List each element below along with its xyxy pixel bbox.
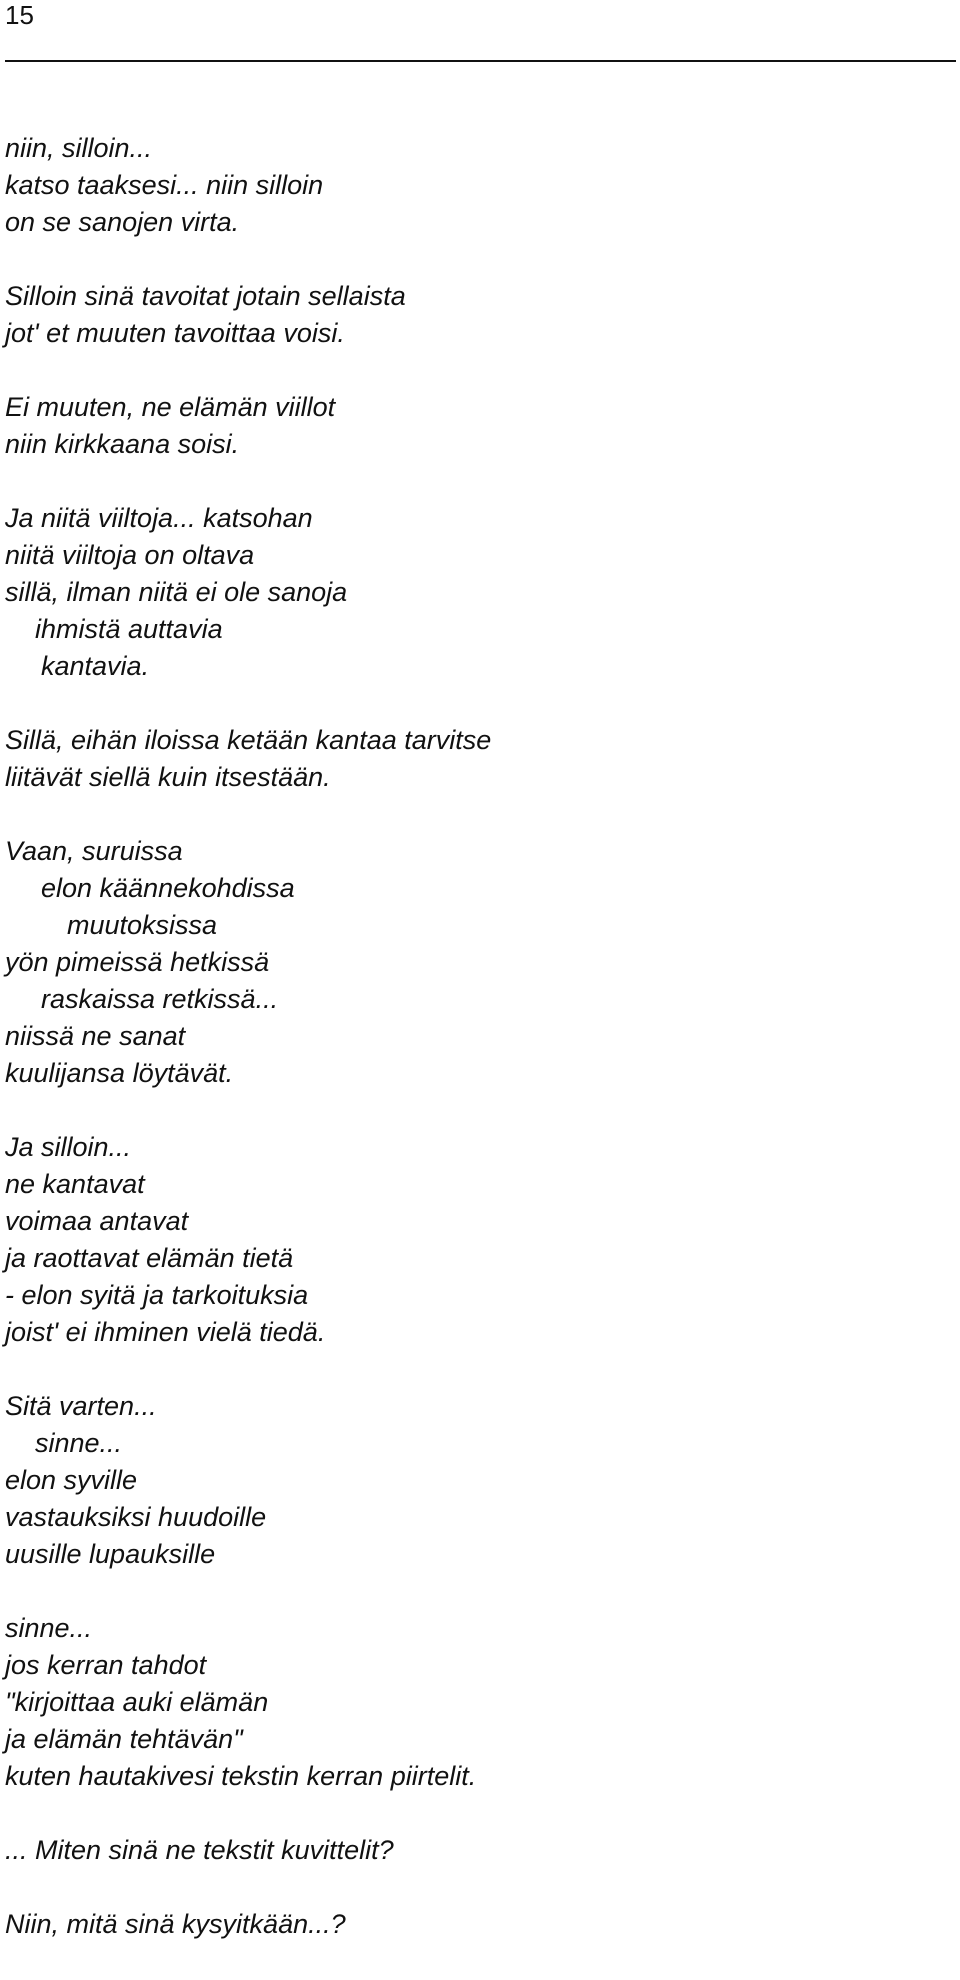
stanza (5, 722, 950, 796)
header-rule (5, 60, 956, 62)
stanza (5, 1906, 950, 1943)
poem-line: - elon syitä ja tarkoituksia (5, 1280, 309, 1310)
poem-line: "kirjoittaa auki elämän (5, 1687, 269, 1717)
poem-line: Ja niitä viiltoja... katsohan (5, 503, 313, 533)
poem-line: jos kerran tahdot (5, 1650, 207, 1680)
poem-line: elon syville (5, 1465, 138, 1495)
poem-line: yön pimeissä hetkissä (5, 947, 270, 977)
poem-line: kantavia. (41, 651, 150, 681)
poem-line: Sillä, eihän iloissa ketään kantaa tarvitse (5, 725, 492, 755)
stanza (5, 278, 950, 352)
poem-line: Sitä varten... (5, 1391, 157, 1421)
poem-line: raskaissa retkissä... (41, 984, 279, 1014)
poem-line: jot' et muuten tavoittaa voisi. (5, 318, 345, 348)
poem-line: muutoksissa (67, 910, 218, 940)
poem-line: sinne... (35, 1428, 123, 1458)
page-number: 15 (5, 0, 34, 30)
stanza (5, 833, 950, 1092)
poem-line: ja raottavat elämän tietä (5, 1243, 294, 1273)
poem-line: voimaa antavat (5, 1206, 189, 1236)
poem-line: niissä ne sanat (5, 1021, 186, 1051)
poem-line: elon käännekohdissa (41, 873, 295, 903)
stanza (5, 130, 950, 241)
poem-line: sinne... (5, 1613, 93, 1643)
poem-line: katso taaksesi... niin silloin (5, 170, 324, 200)
poem-line: ... Miten sinä ne tekstit kuvittelit? (5, 1835, 394, 1865)
poem-line: vastauksiksi huudoille (5, 1502, 267, 1532)
poem-line: ne kantavat (5, 1169, 145, 1199)
stanza (5, 1610, 950, 1795)
poem-line: sillä, ilman niitä ei ole sanoja (5, 577, 348, 607)
poem-line: uusille lupauksille (5, 1539, 216, 1569)
poem-line: niin, silloin... (5, 133, 153, 163)
poem-line: Silloin sinä tavoitat jotain sellaista (5, 281, 406, 311)
poem-line: liitävät siellä kuin itsestään. (5, 762, 331, 792)
stanza (5, 500, 950, 685)
poem-line: niin kirkkaana soisi. (5, 429, 240, 459)
poem-line: ja elämän tehtävän" (5, 1724, 243, 1754)
poem-line: Niin, mitä sinä kysyitkään...? (5, 1909, 346, 1939)
poem-line: joist' ei ihminen vielä tiedä. (5, 1317, 326, 1347)
poem-line: Vaan, suruissa (5, 836, 183, 866)
poem-line: ihmistä auttavia (35, 614, 223, 644)
poem-line: kuulijansa löytävät. (5, 1058, 234, 1088)
poem-line: niitä viiltoja on oltava (5, 540, 255, 570)
poem-line: Ja silloin... (5, 1132, 132, 1162)
stanza (5, 389, 950, 463)
stanza (5, 1129, 950, 1351)
poem-line: on se sanojen virta. (5, 207, 240, 237)
stanza (5, 1388, 950, 1573)
poem-line: kuten hautakivesi tekstin kerran piirtelit. (5, 1761, 477, 1791)
poem (5, 130, 950, 1980)
stanza (5, 1832, 950, 1869)
poem-line: Ei muuten, ne elämän viillot (5, 392, 336, 422)
